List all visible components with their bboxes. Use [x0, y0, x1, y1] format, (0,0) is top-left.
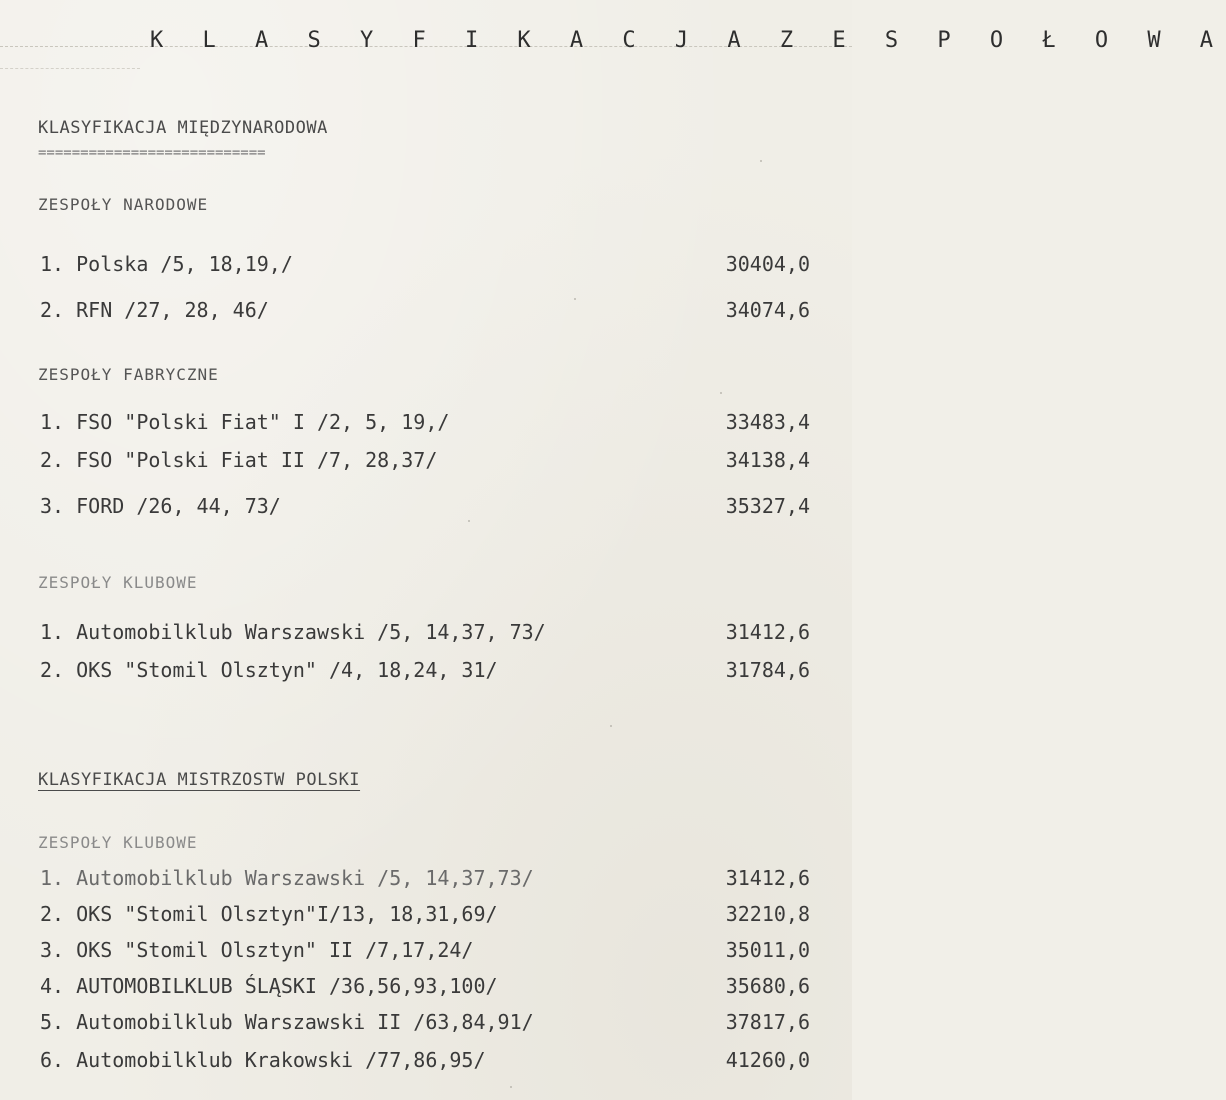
polish-championship-heading: KLASYFIKACJA MISTRZOSTW POLSKI: [38, 770, 361, 790]
polish-entry-1: [40, 866, 810, 896]
entry-score: 30404,0: [725, 252, 810, 276]
entry-text: 1. FSO "Polski Fiat" I /2, 5, 19,/: [40, 410, 450, 434]
paper-speck: [760, 160, 762, 162]
national-teams-heading: ZESPOŁY NARODOWE: [38, 195, 209, 214]
entry-score: 32210,8: [725, 902, 810, 926]
paper-speck: [610, 725, 612, 727]
entry-score: 33483,4: [725, 410, 810, 434]
national-entry-2: [40, 298, 810, 328]
factory-entry-1: [40, 410, 810, 440]
entry-text: 5. Automobilklub Warszawski II /63,84,91/: [40, 1010, 534, 1034]
polish-entry-6: [40, 1048, 810, 1078]
national-entry-1: [40, 252, 810, 282]
polish-entry-2: [40, 902, 810, 932]
entry-score: 31412,6: [725, 620, 810, 644]
polish-entry-5: [40, 1010, 810, 1040]
polish-entry-3: [40, 938, 810, 968]
entry-text: 1. Polska /5, 18,19,/: [40, 252, 293, 276]
polish-club-teams-heading: ZESPOŁY KLUBOWE: [38, 833, 198, 852]
entry-text: 2. OKS "Stomil Olsztyn" /4, 18,24, 31/: [40, 658, 498, 682]
entry-score: 35011,0: [725, 938, 810, 962]
paper-speck: [510, 1086, 512, 1088]
factory-entry-3: [40, 494, 810, 524]
entry-text: 3. FORD /26, 44, 73/: [40, 494, 281, 518]
top-dashed-rule-short: [0, 68, 140, 69]
factory-teams-heading: ZESPOŁY FABRYCZNE: [38, 365, 219, 384]
entry-score: 31412,6: [725, 866, 810, 890]
entry-text: 2. RFN /27, 28, 46/: [40, 298, 269, 322]
entry-score: 35680,6: [725, 974, 810, 998]
paper-speck: [574, 298, 576, 300]
club-entry-1: [40, 620, 810, 650]
entry-text: 6. Automobilklub Krakowski /77,86,95/: [40, 1048, 486, 1072]
paper-speck: [720, 392, 722, 394]
paper-speck: [468, 520, 470, 522]
international-heading: KLASYFIKACJA MIĘDZYNARODOWA: [38, 118, 328, 138]
entry-text: 1. Automobilklub Warszawski /5, 14,37,73/: [40, 866, 534, 890]
international-double-underline: ===========================: [38, 145, 266, 161]
club-entry-2: [40, 658, 810, 688]
document-title: K L A S Y F I K A C J A Z E S P O Ł O W A: [150, 28, 1226, 53]
entry-score: 37817,6: [725, 1010, 810, 1034]
entry-text: 2. FSO "Polski Fiat II /7, 28,37/: [40, 448, 438, 472]
entry-text: 1. Automobilklub Warszawski /5, 14,37, 73/: [40, 620, 546, 644]
entry-score: 34138,4: [725, 448, 810, 472]
entry-score: 41260,0: [725, 1048, 810, 1072]
entry-score: 35327,4: [725, 494, 810, 518]
entry-text: 4. AUTOMOBILKLUB ŚLĄSKI /36,56,93,100/: [40, 974, 498, 998]
entry-score: 34074,6: [725, 298, 810, 322]
entry-text: 3. OKS "Stomil Olsztyn" II /7,17,24/: [40, 938, 474, 962]
entry-score: 31784,6: [725, 658, 810, 682]
club-teams-heading: ZESPOŁY KLUBOWE: [38, 573, 198, 592]
factory-entry-2: [40, 448, 810, 478]
entry-text: 2. OKS "Stomil Olsztyn"I/13, 18,31,69/: [40, 902, 498, 926]
polish-entry-4: [40, 974, 810, 1004]
